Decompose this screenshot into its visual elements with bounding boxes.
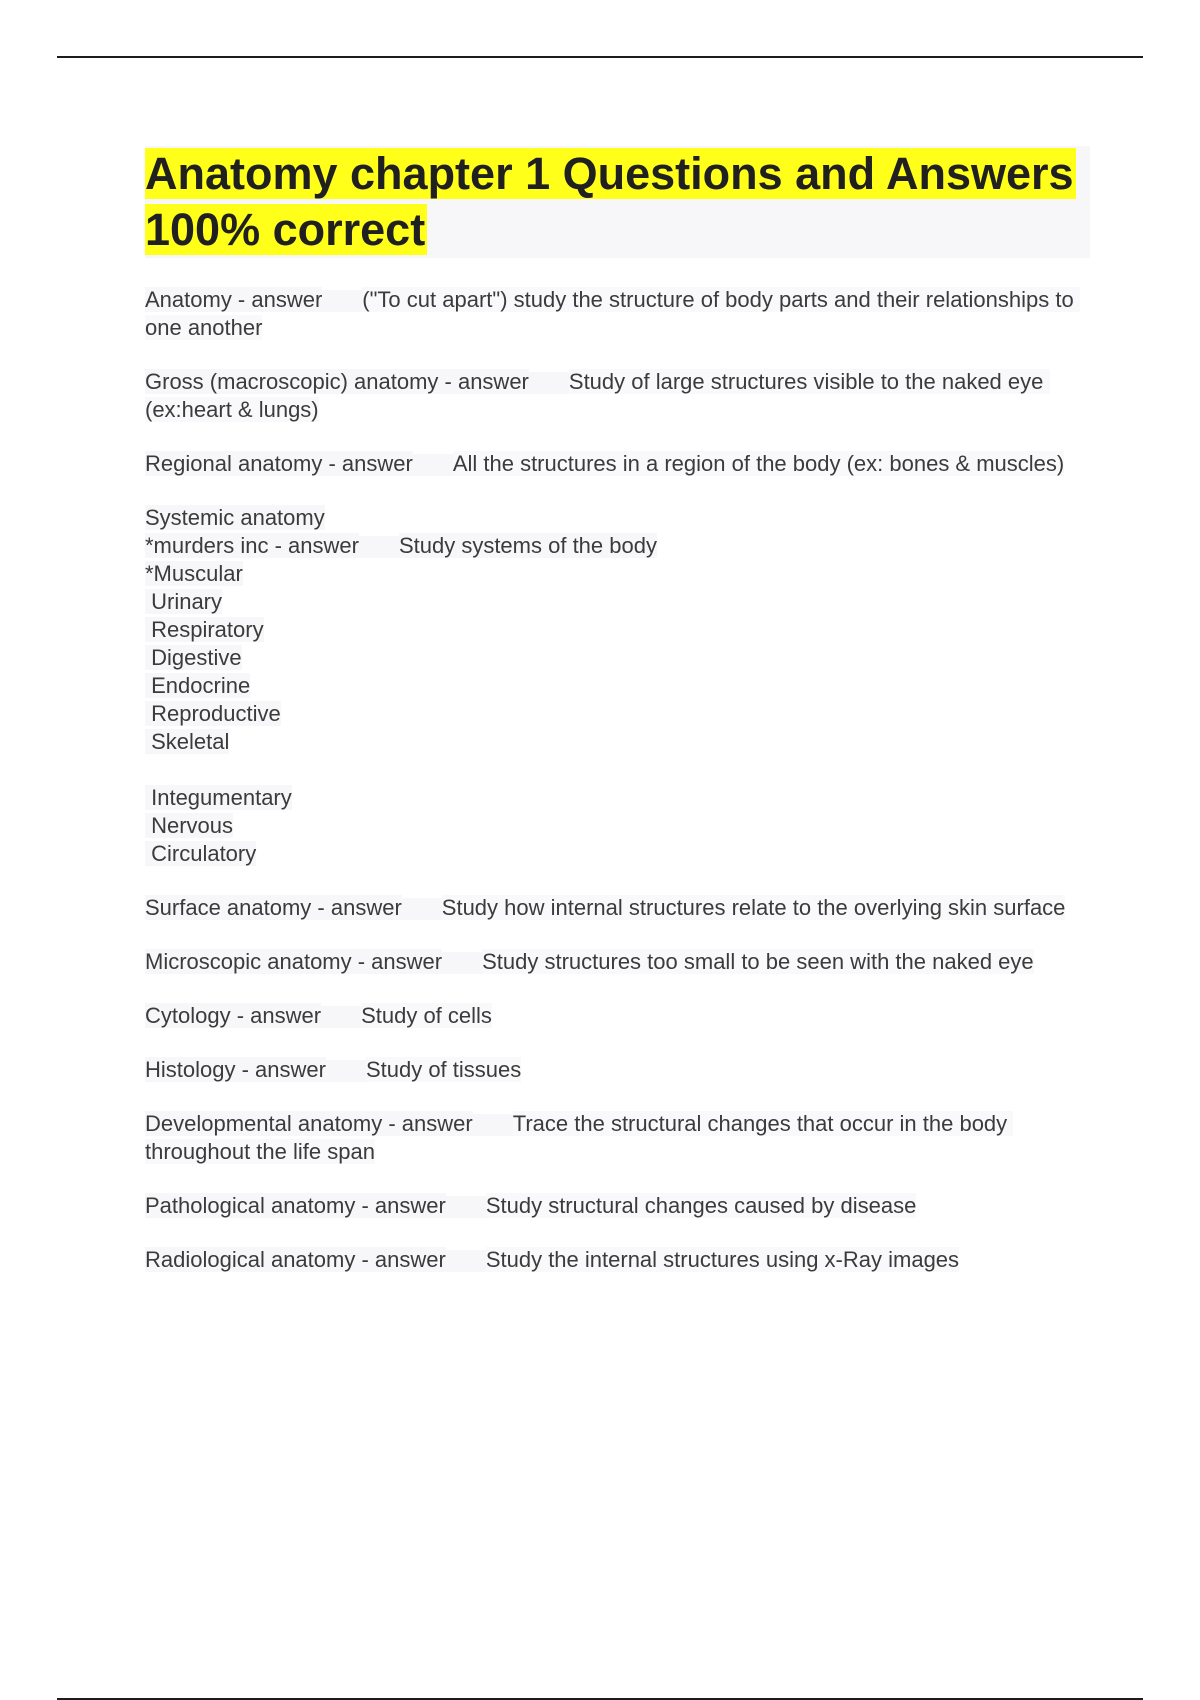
system-list-item: Digestive	[145, 645, 242, 670]
entry-definition: Study systems of the body	[398, 533, 657, 558]
entry-term: Gross (macroscopic) anatomy - answer	[145, 369, 529, 394]
entry-term: Radiological anatomy - answer	[145, 1247, 446, 1272]
entry-term: Anatomy - answer	[145, 287, 323, 312]
qa-entry	[145, 286, 1090, 342]
entry-definition: Study of large structures visible to the naked eye (ex:heart & lungs)	[145, 369, 1050, 422]
system-list-item: Nervous	[145, 813, 234, 838]
system-list-item: Skeletal	[145, 729, 230, 754]
qa-entry	[145, 450, 1090, 478]
qa-entry	[145, 1192, 1090, 1220]
system-list-item: Reproductive	[145, 701, 281, 726]
entry-term: Histology - answer	[145, 1057, 326, 1082]
entry-definition: Study structures too small to be seen with the naked eye	[482, 949, 1034, 974]
qa-entry	[145, 368, 1090, 424]
qa-entry	[145, 894, 1090, 922]
entry-term: *murders inc - answer	[145, 533, 359, 558]
qa-entry	[145, 1002, 1090, 1030]
qa-entry	[145, 1056, 1090, 1084]
entry-definition: Study of tissues	[365, 1057, 522, 1082]
entry-term: Developmental anatomy - answer	[145, 1111, 473, 1136]
entry-definition: Study of cells	[361, 1003, 492, 1028]
qa-entry	[145, 948, 1090, 976]
document-title	[145, 146, 1090, 258]
entry-definition: Trace the structural changes that occur in the body throughout the life span	[145, 1111, 1014, 1164]
entry-definition: Study the internal structures using x-Ray images	[485, 1247, 960, 1272]
qa-entry	[145, 1110, 1090, 1166]
system-list-item: Respiratory	[145, 617, 264, 642]
system-list-item: Circulatory	[145, 841, 257, 866]
system-list-item: *Muscular	[145, 561, 243, 586]
entry-term: Surface anatomy - answer	[145, 895, 402, 920]
systemic-lines	[145, 504, 1090, 868]
title-highlight: Anatomy chapter 1 Questions and Answers 100% correct	[145, 148, 1074, 255]
top-rule	[57, 56, 1143, 58]
entry-definition: All the structures in a region of the body (ex: bones & muscles)	[452, 451, 1065, 476]
system-list-item: Endocrine	[145, 673, 251, 698]
system-list-item: Integumentary	[145, 785, 292, 810]
entry-definition: ("To cut apart") study the structure of body parts and their relationships to one another	[145, 287, 1080, 340]
document-page	[145, 146, 1090, 1300]
title-block	[145, 146, 1090, 258]
entry-term: Pathological anatomy - answer	[145, 1193, 446, 1218]
qa-entry-systemic	[145, 504, 1090, 868]
entry-term: Cytology - answer	[145, 1003, 322, 1028]
entry-definition: Study how internal structures relate to the overlying skin surface	[441, 895, 1066, 920]
qa-entry	[145, 1246, 1090, 1274]
entry-term: Regional anatomy - answer	[145, 451, 413, 476]
entry-term: Microscopic anatomy - answer	[145, 949, 443, 974]
system-list-item: Urinary	[145, 589, 223, 614]
entry-definition: Study structural changes caused by disease	[485, 1193, 917, 1218]
systemic-heading: Systemic anatomy	[145, 505, 325, 530]
